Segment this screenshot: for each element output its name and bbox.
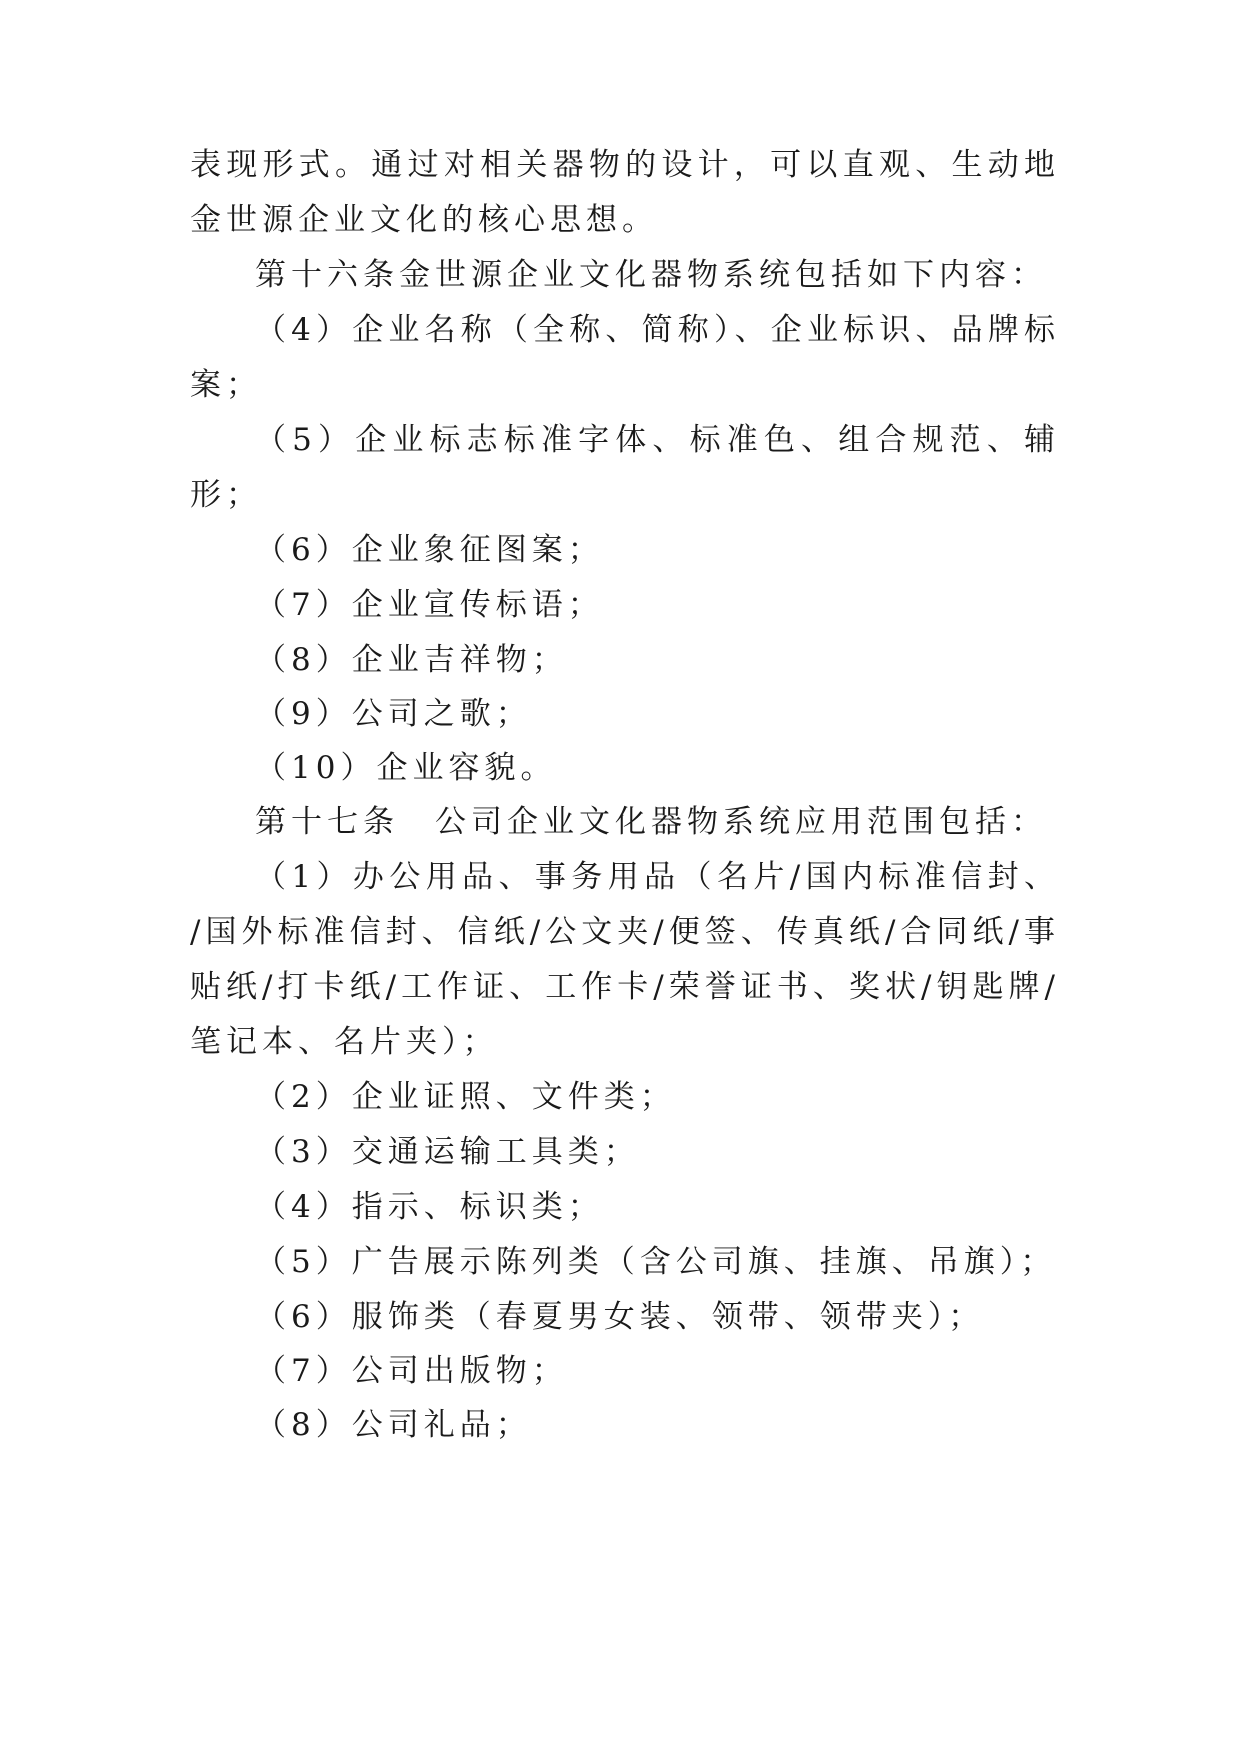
list-item: （5）企业标志标准字体、标准色、组合规范、辅: [255, 422, 1060, 458]
list-item: （7）公司出版物；: [255, 1353, 568, 1389]
list-item: （2）企业证照、文件类；: [255, 1079, 676, 1115]
list-item: （4）企业名称（全称、简称）、企业标识、品牌标: [255, 312, 1060, 348]
article-16-heading: 第十六条金世源企业文化器物系统包括如下内容：: [255, 257, 1047, 293]
list-item: （1）办公用品、事务用品（名片/国内标准信封、: [255, 859, 1060, 895]
list-item: （5）广告展示陈列类（含公司旗、挂旗、吊旗）；: [255, 1244, 1057, 1280]
list-item: （8）公司礼品；: [255, 1407, 532, 1443]
text-line: 贴纸/打卡纸/工作证、工作卡/荣誉证书、奖状/钥匙牌/: [190, 969, 1060, 1005]
text-line: 笔记本、名片夹）；: [190, 1024, 499, 1060]
list-item: （4）指示、标识类；: [255, 1189, 604, 1225]
text-line: 案；: [190, 367, 262, 403]
list-item: （9）公司之歌；: [255, 696, 532, 732]
list-item: （8）企业吉祥物；: [255, 642, 568, 678]
text-line: 金世源企业文化的核心思想。: [190, 202, 658, 238]
list-item: （6）服饰类（春夏男女装、领带、领带夹）；: [255, 1299, 985, 1335]
text-line: 形；: [190, 477, 262, 513]
list-item: （3）交通运输工具类；: [255, 1134, 640, 1170]
text-line: 表现形式。通过对相关器物的设计，可以直观、生动地: [190, 147, 1060, 183]
list-item: （7）企业宣传标语；: [255, 587, 604, 623]
list-item: （10）企业容貌。: [255, 750, 557, 786]
text-line: /国外标准信封、信纸/公文夹/便签、传真纸/合同纸/事: [190, 914, 1060, 950]
article-17-heading: 第十七条 公司企业文化器物系统应用范围包括：: [255, 804, 1047, 840]
list-item: （6）企业象征图案；: [255, 532, 604, 568]
